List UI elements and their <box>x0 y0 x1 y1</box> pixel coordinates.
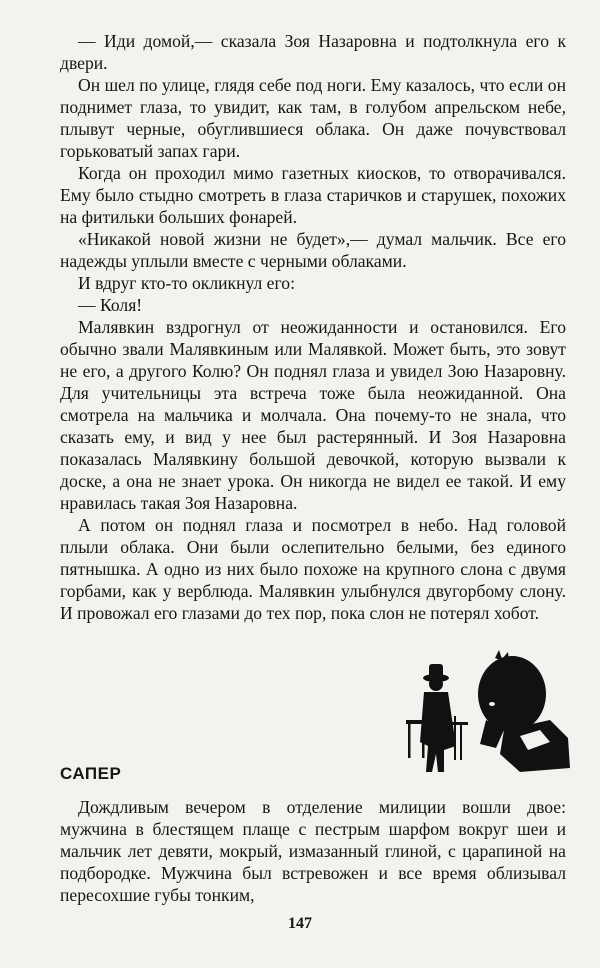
section-body-text <box>60 796 566 906</box>
body-text <box>60 30 566 624</box>
paragraph-2: Он шел по улице, глядя себе под ноги. Ему казалось, что если он поднимет глаза, то увидит, как там, в голубом апрельском небе, плывут черные, обуглившиеся облака. Он даже почувствовал горьковатый запах гари. <box>60 75 566 161</box>
page-number: 147 <box>288 915 312 932</box>
paragraph-7: Малявкин вздрогнул от неожиданности и остановился. Его обычно звали Малявкиным или Малявкой. Может быть, это зовут не его, а другого Колю? Он поднял глаза и увидел Зою Назаровну. Для учительницы эта встреча тоже была неожиданной. Она смотрела на мальчика и молчала. Она почему-то не знала, что сказать ему, и вид у нее был растерянный. И Зоя Назаровна показалась Малявкину большой девочкой, которую вызвали к доске, а она не знает урока. Он никогда не видел ее такой. И ему нравилась такая Зоя Назаровна. <box>60 317 566 513</box>
paragraph-3: Когда он проходил мимо газетных киосков, то отворачивался. Ему было стыдно смотреть в глаза старичков и старушек, похожих на фитильки больших фонарей. <box>60 163 566 227</box>
paragraph-6: — Коля! <box>78 295 143 315</box>
paragraph-5: И вдруг кто-то окликнул его: <box>78 273 295 293</box>
section-heading: САПЕР <box>60 764 122 783</box>
silhouette-illustration <box>400 650 570 780</box>
paragraph-8: А потом он поднял глаза и посмотрел в небо. Над головой плыли облака. Они были ослепительно белыми, без единого пятнышка. А одно из них было похоже на крупного слона с двумя горбами, как у верблюда. Малявкин улыбнулся двугорбому слону. И провожал его глазами до тех пор, пока слон не потерял хобот. <box>60 515 566 623</box>
paragraph-4: «Никакой новой жизни не будет»,— думал мальчик. Все его надежды уплыли вместе с черными облаками. <box>60 229 566 271</box>
paragraph-1: — Иди домой,— сказала Зоя Назаровна и подтолкнула его к двери. <box>60 31 566 73</box>
section-paragraph-1: Дождливым вечером в отделение милиции вошли двое: мужчина в блестящем плаще с пестрым шарфом вокруг шеи и мальчик лет девяти, мокрый, измазанный глиной, с царапиной на подбородке. Мужчина был встревожен и все время облизывал пересохшие губы тонким, <box>60 797 566 905</box>
